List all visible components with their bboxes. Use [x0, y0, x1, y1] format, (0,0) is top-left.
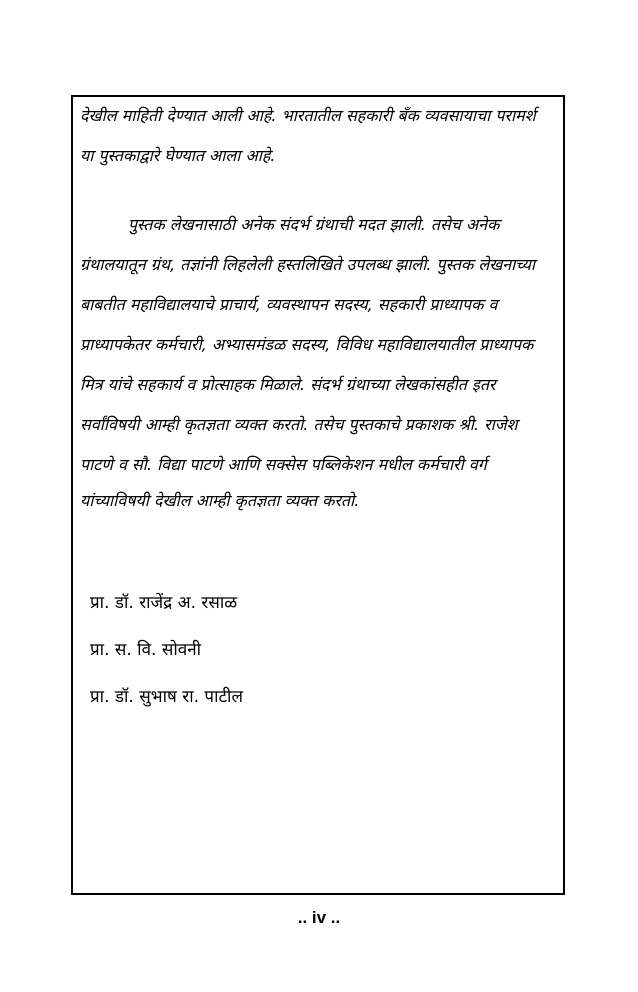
text-line: या पुस्तकाद्वारे घेण्यात आला आहे. — [80, 146, 276, 165]
text-line: ग्रंथालयातून ग्रंथ, तज्ञांनी लिहलेली हस्तलिखिते उपलब्ध झाली. पुस्तक लेखनाच्या — [80, 255, 536, 274]
text-line: सर्वांविषयी आम्ही कृतज्ञता व्यक्त करतो. तसेच पुस्तकाचे प्रकाशक श्री. राजेश — [80, 415, 518, 434]
author-name: प्रा. डॉ. सुभाष रा. पाटील — [90, 687, 243, 707]
text-line: मित्र यांचे सहकार्य व प्रोत्साहक मिळाले. संदर्भ ग्रंथाच्या लेखकांसहीत इतर — [80, 375, 496, 394]
text-line: पाटणे व सौ. विद्या पाटणे आणि सक्सेस पब्लिकेशन मधील कर्मचारी वर्ग — [80, 455, 487, 474]
text-line: यांच्याविषयी देखील आम्ही कृतज्ञता व्यक्त करतो. — [80, 491, 360, 510]
text-line: प्राध्यापकेतर कर्मचारी, अभ्यासमंडळ सदस्य, विविध महाविद्यालयातील प्राध्यापक — [80, 335, 534, 354]
author-name: प्रा. डॉ. राजेंद्र अ. रसाळ — [90, 593, 238, 613]
text-line: बाबतीत महाविद्यालयाचे प्राचार्य, व्यवस्थापन सदस्य, सहकारी प्राध्यापक व — [80, 295, 498, 314]
text-line: पुस्तक लेखनासाठी अनेक संदर्भ ग्रंथाची मदत झाली. तसेच अनेक — [128, 215, 500, 234]
text-line: देखील माहिती देण्यात आली आहे. भारतातील सहकारी बँक व्यवसायाचा परामर्श — [80, 106, 536, 125]
author-name: प्रा. स. वि. सोवनी — [90, 640, 202, 660]
page-number: .. iv .. — [297, 908, 341, 927]
